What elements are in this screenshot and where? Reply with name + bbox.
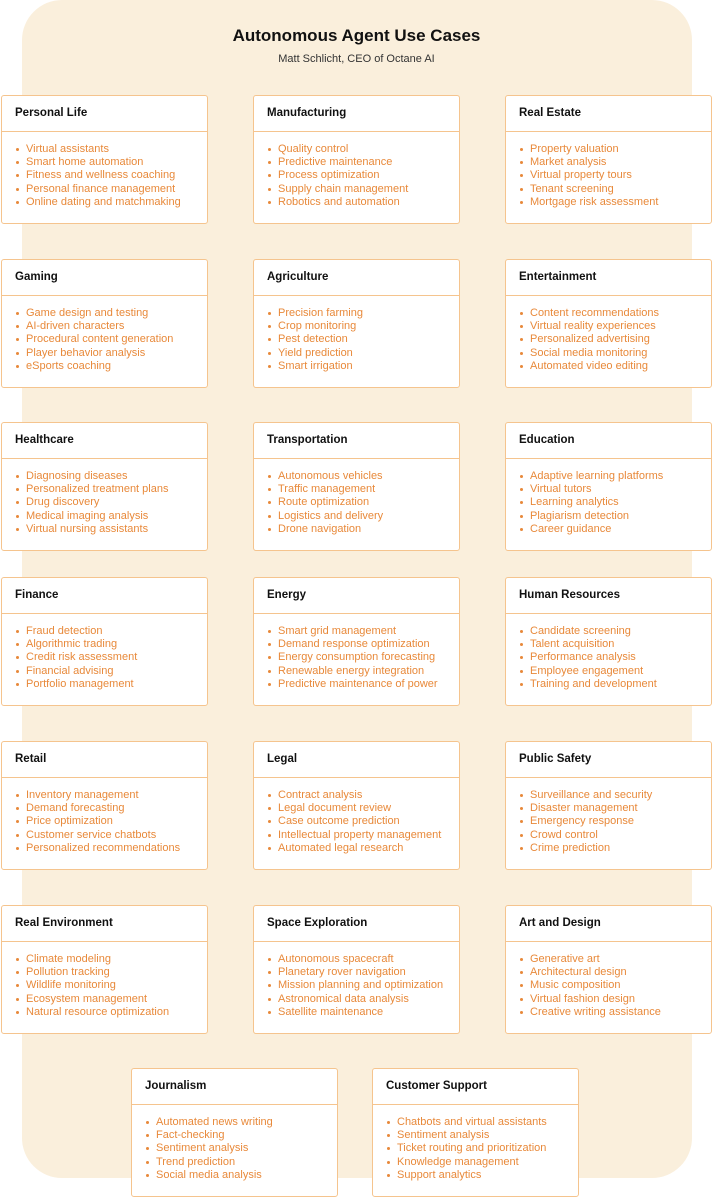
card-list [506, 778, 711, 855]
list-item: Fitness and wellness coaching [26, 169, 207, 182]
list-item: Yield prediction [278, 347, 459, 360]
list-item: Content recommendations [530, 307, 711, 320]
list-item: Planetary rover navigation [278, 966, 459, 979]
card-title: Personal Life [2, 96, 207, 132]
list-item: Tenant screening [530, 183, 711, 196]
list-item: Crime prediction [530, 842, 711, 855]
use-case-card [505, 95, 712, 224]
list-item: Crop monitoring [278, 320, 459, 333]
use-case-card [253, 95, 460, 224]
use-case-card [505, 905, 712, 1034]
card-title: Gaming [2, 260, 207, 296]
use-case-card [505, 422, 712, 551]
list-item: Sentiment analysis [156, 1142, 337, 1155]
list-item: Medical imaging analysis [26, 510, 207, 523]
list-item: Smart home automation [26, 156, 207, 169]
list-item: Ecosystem management [26, 993, 207, 1006]
list-item: Social media monitoring [530, 347, 711, 360]
list-item: Talent acquisition [530, 638, 711, 651]
list-item: Predictive maintenance of power [278, 678, 459, 691]
list-item: Personal finance management [26, 183, 207, 196]
use-case-card [1, 741, 208, 870]
card-title: Entertainment [506, 260, 711, 296]
list-item: Pest detection [278, 333, 459, 346]
card-title: Transportation [254, 423, 459, 459]
list-item: Generative art [530, 953, 711, 966]
card-title: Human Resources [506, 578, 711, 614]
use-case-card [1, 905, 208, 1034]
use-case-card [253, 259, 460, 388]
card-list [254, 296, 459, 373]
list-item: Chatbots and virtual assistants [397, 1116, 578, 1129]
card-title: Real Environment [2, 906, 207, 942]
list-item: Fraud detection [26, 625, 207, 638]
list-item: Personalized treatment plans [26, 483, 207, 496]
list-item: Automated legal research [278, 842, 459, 855]
list-item: Learning analytics [530, 496, 711, 509]
list-item: Architectural design [530, 966, 711, 979]
list-item: Trend prediction [156, 1156, 337, 1169]
use-case-card [505, 741, 712, 870]
card-title: Real Estate [506, 96, 711, 132]
list-item: Financial advising [26, 665, 207, 678]
list-item: Social media analysis [156, 1169, 337, 1182]
list-item: Drone navigation [278, 523, 459, 536]
list-item: Satellite maintenance [278, 1006, 459, 1019]
use-case-card [1, 577, 208, 706]
list-item: Virtual fashion design [530, 993, 711, 1006]
card-title: Public Safety [506, 742, 711, 778]
card-list [506, 132, 711, 209]
list-item: Portfolio management [26, 678, 207, 691]
list-item: Support analytics [397, 1169, 578, 1182]
list-item: Mortgage risk assessment [530, 196, 711, 209]
list-item: Sentiment analysis [397, 1129, 578, 1142]
card-title: Healthcare [2, 423, 207, 459]
list-item: Ticket routing and prioritization [397, 1142, 578, 1155]
list-item: Diagnosing diseases [26, 470, 207, 483]
card-title: Finance [2, 578, 207, 614]
use-case-card [372, 1068, 579, 1197]
list-item: Music composition [530, 979, 711, 992]
list-item: Emergency response [530, 815, 711, 828]
list-item: Astronomical data analysis [278, 993, 459, 1006]
card-list [373, 1105, 578, 1182]
list-item: Pollution tracking [26, 966, 207, 979]
use-case-card [253, 422, 460, 551]
list-item: Traffic management [278, 483, 459, 496]
card-title: Legal [254, 742, 459, 778]
list-item: Adaptive learning platforms [530, 470, 711, 483]
card-title: Customer Support [373, 1069, 578, 1105]
card-list [2, 942, 207, 1019]
list-item: Market analysis [530, 156, 711, 169]
list-item: Logistics and delivery [278, 510, 459, 523]
list-item: Knowledge management [397, 1156, 578, 1169]
list-item: Process optimization [278, 169, 459, 182]
use-case-card [253, 577, 460, 706]
list-item: Career guidance [530, 523, 711, 536]
list-item: Customer service chatbots [26, 829, 207, 842]
list-item: Robotics and automation [278, 196, 459, 209]
list-item: Climate modeling [26, 953, 207, 966]
card-list [2, 459, 207, 536]
card-list [254, 132, 459, 209]
list-item: Online dating and matchmaking [26, 196, 207, 209]
card-list [506, 614, 711, 691]
list-item: Drug discovery [26, 496, 207, 509]
list-item: Natural resource optimization [26, 1006, 207, 1019]
list-item: Training and development [530, 678, 711, 691]
list-item: Virtual tutors [530, 483, 711, 496]
card-title: Manufacturing [254, 96, 459, 132]
list-item: Employee engagement [530, 665, 711, 678]
list-item: Demand forecasting [26, 802, 207, 815]
card-list [2, 296, 207, 373]
card-list [254, 942, 459, 1019]
list-item: Wildlife monitoring [26, 979, 207, 992]
list-item: Contract analysis [278, 789, 459, 802]
card-list [2, 614, 207, 691]
list-item: Automated video editing [530, 360, 711, 373]
list-item: Candidate screening [530, 625, 711, 638]
list-item: Smart grid management [278, 625, 459, 638]
page-subtitle: Matt Schlicht, CEO of Octane AI [278, 53, 435, 65]
card-title: Retail [2, 742, 207, 778]
use-case-card [131, 1068, 338, 1197]
list-item: Disaster management [530, 802, 711, 815]
card-list [132, 1105, 337, 1182]
list-item: Virtual property tours [530, 169, 711, 182]
list-item: Autonomous spacecraft [278, 953, 459, 966]
list-item: Procedural content generation [26, 333, 207, 346]
card-title: Space Exploration [254, 906, 459, 942]
card-title: Art and Design [506, 906, 711, 942]
card-list [506, 459, 711, 536]
card-list [254, 778, 459, 855]
card-title: Education [506, 423, 711, 459]
use-case-card [253, 905, 460, 1034]
list-item: Legal document review [278, 802, 459, 815]
list-item: Renewable energy integration [278, 665, 459, 678]
list-item: Price optimization [26, 815, 207, 828]
list-item: Case outcome prediction [278, 815, 459, 828]
list-item: Energy consumption forecasting [278, 651, 459, 664]
list-item: Automated news writing [156, 1116, 337, 1129]
use-case-card [1, 422, 208, 551]
card-list [254, 459, 459, 536]
use-case-card [1, 259, 208, 388]
list-item: Player behavior analysis [26, 347, 207, 360]
list-item: Supply chain management [278, 183, 459, 196]
list-item: Intellectual property management [278, 829, 459, 842]
list-item: Crowd control [530, 829, 711, 842]
list-item: Surveillance and security [530, 789, 711, 802]
list-item: Predictive maintenance [278, 156, 459, 169]
list-item: Autonomous vehicles [278, 470, 459, 483]
use-case-card [505, 577, 712, 706]
use-case-card [1, 95, 208, 224]
list-item: Game design and testing [26, 307, 207, 320]
list-item: Quality control [278, 143, 459, 156]
card-title: Energy [254, 578, 459, 614]
list-item: Personalized advertising [530, 333, 711, 346]
list-item: Property valuation [530, 143, 711, 156]
list-item: Precision farming [278, 307, 459, 320]
card-list [2, 778, 207, 855]
use-case-card [253, 741, 460, 870]
card-list [254, 614, 459, 691]
list-item: Route optimization [278, 496, 459, 509]
list-item: Creative writing assistance [530, 1006, 711, 1019]
list-item: Demand response optimization [278, 638, 459, 651]
list-item: AI-driven characters [26, 320, 207, 333]
list-item: Virtual nursing assistants [26, 523, 207, 536]
card-title: Agriculture [254, 260, 459, 296]
list-item: Personalized recommendations [26, 842, 207, 855]
list-item: Smart irrigation [278, 360, 459, 373]
card-title: Journalism [132, 1069, 337, 1105]
list-item: Credit risk assessment [26, 651, 207, 664]
list-item: Mission planning and optimization [278, 979, 459, 992]
list-item: Algorithmic trading [26, 638, 207, 651]
list-item: Performance analysis [530, 651, 711, 664]
use-case-card [505, 259, 712, 388]
list-item: Virtual assistants [26, 143, 207, 156]
list-item: Virtual reality experiences [530, 320, 711, 333]
list-item: Plagiarism detection [530, 510, 711, 523]
page-title: Autonomous Agent Use Cases [232, 26, 481, 45]
list-item: Fact-checking [156, 1129, 337, 1142]
list-item: eSports coaching [26, 360, 207, 373]
card-list [506, 296, 711, 373]
list-item: Inventory management [26, 789, 207, 802]
card-list [506, 942, 711, 1019]
card-list [2, 132, 207, 209]
